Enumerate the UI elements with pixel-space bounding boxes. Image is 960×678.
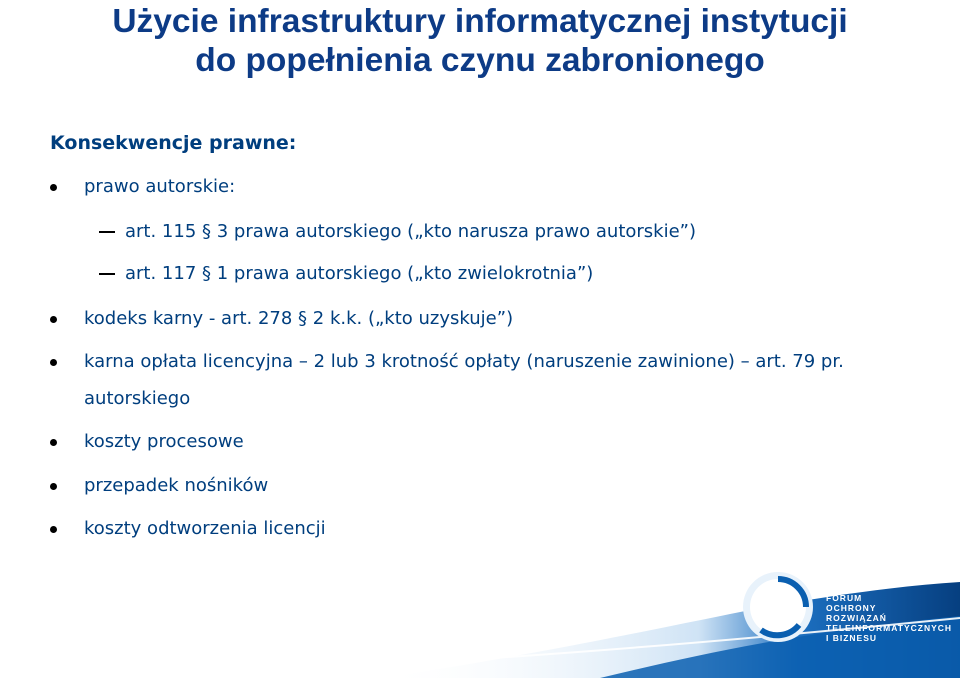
dash-bullet-icon bbox=[99, 231, 115, 233]
bullet-dot-icon bbox=[50, 526, 57, 533]
bullet-dot-icon bbox=[50, 359, 57, 366]
logo-line: TELEINFORMATYCZNYCH bbox=[826, 623, 953, 633]
list-subitem-text: art. 115 § 3 prawa autorskiego („kto narusza prawo autorskie”) bbox=[125, 221, 697, 242]
logo-text bbox=[826, 593, 952, 643]
logo-line: OCHRONY bbox=[826, 603, 877, 613]
logo-line: I BIZNESU bbox=[826, 633, 878, 643]
logo-line: FORUM bbox=[826, 593, 863, 603]
bullet-dot-icon bbox=[50, 316, 57, 323]
list-item-text: koszty procesowe bbox=[84, 431, 244, 452]
list-item-text: prawo autorskie: bbox=[84, 176, 236, 197]
list-item-text: karna opłata licencyjna – 2 lub 3 krotność opłaty (naruszenie zawinione) – art. 79 pr. bbox=[84, 351, 844, 372]
forum-logo-icon bbox=[741, 570, 815, 644]
title-line-1: Użycie infrastruktury informatycznej instytucji bbox=[112, 3, 848, 40]
list-subitem-text: art. 117 § 1 prawa autorskiego („kto zwielokrotnia”) bbox=[125, 263, 594, 284]
dash-bullet-icon bbox=[99, 273, 115, 275]
section-heading: Konsekwencje prawne: bbox=[50, 132, 297, 154]
list-item-text: kodeks karny - art. 278 § 2 k.k. („kto uzyskuje”) bbox=[84, 308, 514, 329]
list-item-text: koszty odtworzenia licencji bbox=[84, 518, 326, 539]
list-item-text: autorskiego bbox=[84, 388, 191, 409]
bullet-dot-icon bbox=[50, 483, 57, 490]
bullet-dot-icon bbox=[50, 184, 57, 191]
title-line-2: do popełnienia czynu zabronionego bbox=[195, 42, 765, 79]
list-item-text: przepadek nośników bbox=[84, 475, 269, 496]
bullet-dot-icon bbox=[50, 439, 57, 446]
logo-line: ROZWIĄZAŃ bbox=[826, 613, 887, 623]
footer-band bbox=[0, 558, 960, 678]
